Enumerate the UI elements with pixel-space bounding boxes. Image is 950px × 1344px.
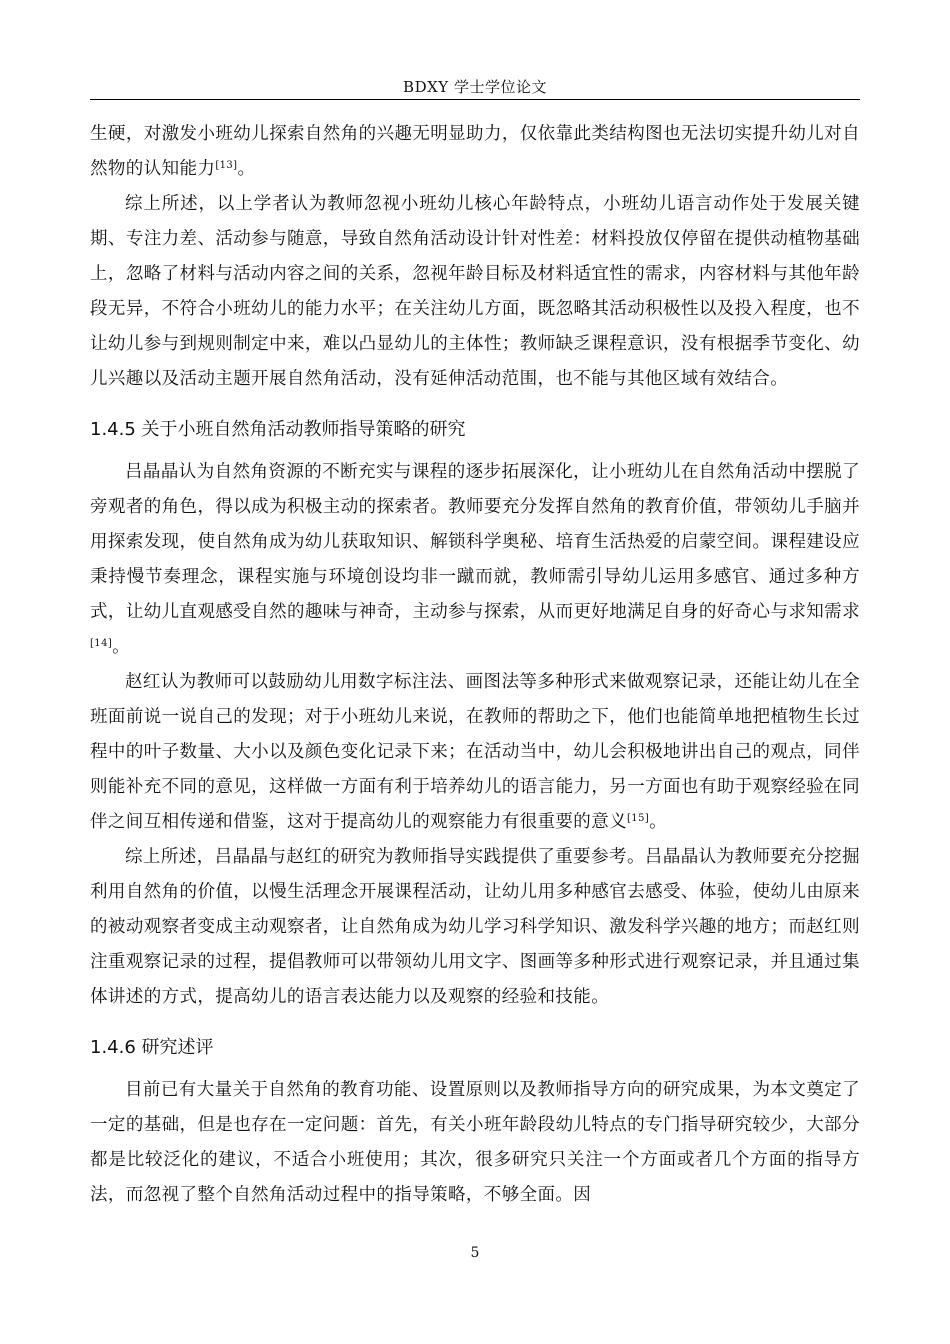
paragraph-text: 赵红认为教师可以鼓励幼儿用数字标注法、画图法等多种形式来做观察记录，还能让幼儿在全班面前说一说自己的发现；对于小班幼儿来说，在教师的帮助之下，他们也能简单地把植物生长过程中的叶子数量、大小以及颜色变化记录下来；在活动当中，幼儿会积极地讲出自己的观点，同伴则能补充不同的意见，这样做一方面有利于培养幼儿的语言能力，另一方面也有助于观察经验在同伴之间互相传递和借鉴，这对于提高幼儿的观察能力有很重要的意义 [90, 672, 860, 832]
paragraph-review [90, 1073, 860, 1213]
section-heading-1-4-5: 1.4.5 关于小班自然角活动教师指导策略的研究 [90, 419, 466, 440]
paragraph-summary-1 [90, 187, 860, 397]
section-heading-1-4-6: 1.4.6 研究述评 [90, 1037, 214, 1058]
citation-ref: [13] [215, 160, 238, 171]
paragraph-text: 吕晶晶认为自然角资源的不断充实与课程的逐步拓展深化，让小班幼儿在自然角活动中摆脱了旁观者的角色，得以成为积极主动的探索者。教师要充分发挥自然角的教育价值，带领幼儿手脑并用探索发现，使自然角成为幼儿获取知识、解锁科学奥秘、培育生活热爱的启蒙空间。课程建设应秉持慢节奏理念，课程实施与环境创设均非一蹴而就，教师需引导幼儿运用多感官、通过多种方式，让幼儿直观感受自然的趣味与神奇，主动参与探索，从而更好地满足自身的好奇心与求知需求 [90, 462, 860, 622]
running-header: BDXY 学士学位论文 [403, 78, 547, 96]
paragraph-tail: 。 [237, 159, 256, 179]
paragraph-lv [90, 455, 860, 665]
paragraph-text: 综上所述，吕晶晶与赵红的研究为教师指导实践提供了重要参考。吕晶晶认为教师要充分挖掘利用自然角的价值，以慢生活理念开展课程活动，让幼儿用多种感官去感受、体验，使幼儿由原来的被动观察者变成主动观察者，让自然角成为幼儿学习科学知识、激发科学兴趣的地方；而赵红则注重观察记录的过程，提倡教师可以带领幼儿用文字、图画等多种形式进行观察记录，并且通过集体讲述的方式，提高幼儿的语言表达能力以及观察的经验和技能。 [90, 847, 860, 1007]
paragraph-tail: 。 [112, 637, 131, 657]
header-rule [90, 99, 860, 100]
page-body [90, 117, 860, 1213]
paragraph-text: 综上所述，以上学者认为教师忽视小班幼儿核心年龄特点，小班幼儿语言动作处于发展关键期、专注力差、活动参与随意，导致自然角活动设计针对性差：材料投放仅停留在提供动植物基础上，忽略了材料与活动内容之间的关系，忽视年龄目标及材料适宜性的需求，内容材料与其他年龄段无异，不符合小班幼儿的能力水平；在关注幼儿方面，既忽略其活动积极性以及投入程度，也不让幼儿参与到规则制定中来，难以凸显幼儿的主体性；教师缺乏课程意识，没有根据季节变化、幼儿兴趣以及活动主题开展自然角活动，没有延伸活动范围，也不能与其他区域有效结合。 [90, 194, 860, 389]
citation-ref: [15] [627, 813, 650, 824]
page-number: 5 [470, 1245, 480, 1261]
paragraph-summary-2 [90, 840, 860, 1015]
citation-ref: [14] [90, 638, 113, 649]
paragraph-tail: 。 [649, 812, 668, 832]
paragraph-zhao [90, 665, 860, 840]
paragraph-text: 生硬，对激发小班幼儿探索自然角的兴趣无明显助力，仅依靠此类结构图也无法切实提升幼儿对自然物的认知能力 [90, 124, 860, 179]
paragraph-continued [90, 117, 860, 187]
paragraph-text: 目前已有大量关于自然角的教育功能、设置原则以及教师指导方向的研究成果，为本文奠定了一定的基础，但是也存在一定问题：首先，有关小班年龄段幼儿特点的专门指导研究较少，大部分都是比较泛化的建议，不适合小班使用；其次，很多研究只关注一个方面或者几个方面的指导方法，而忽视了整个自然角活动过程中的指导策略，不够全面。因 [90, 1080, 860, 1205]
